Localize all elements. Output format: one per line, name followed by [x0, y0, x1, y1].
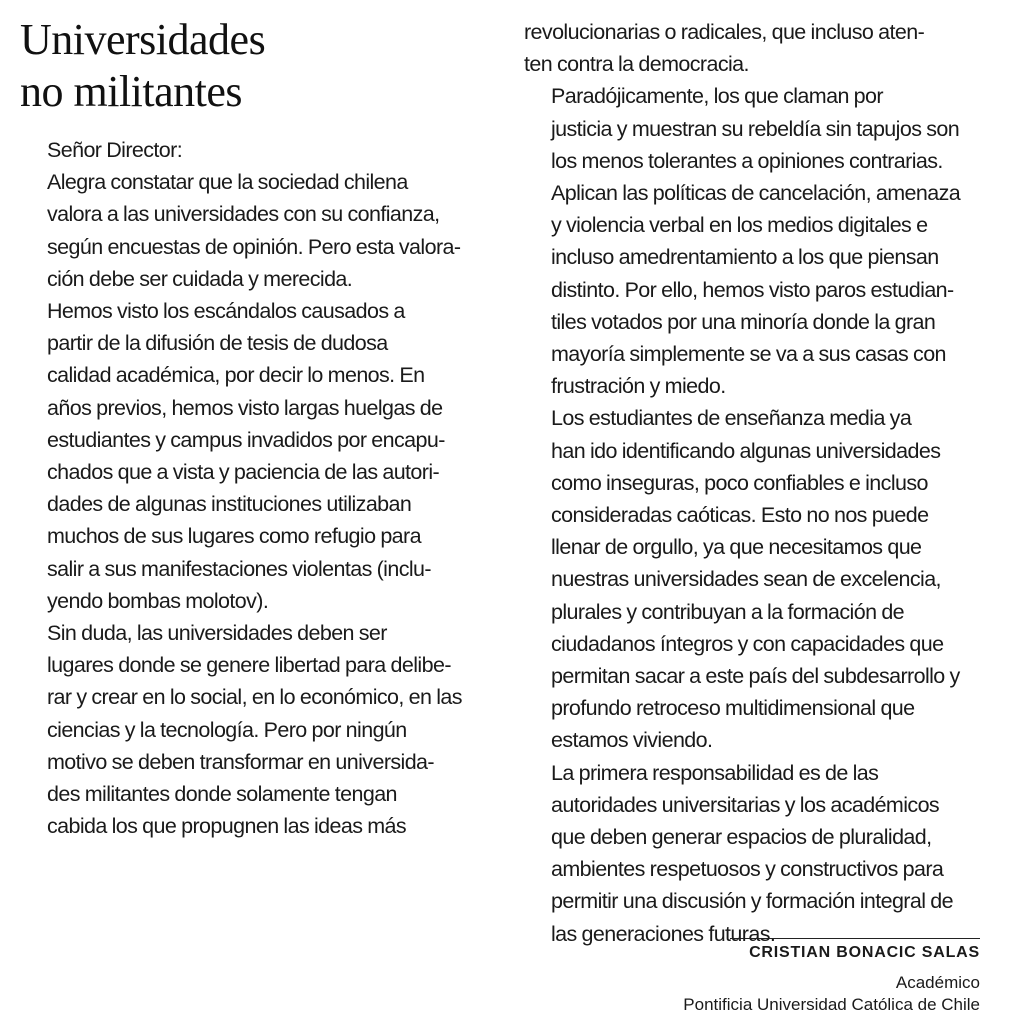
text-line: motivo se deben transformar en universida- — [47, 749, 434, 774]
text-line: autoridades universitarias y los académicos — [551, 792, 940, 817]
text-line: que deben generar espacios de pluralidad, — [551, 825, 932, 850]
text-line: nuestras universidades sean de excelencia, — [551, 567, 941, 592]
text-line: Alegra constatar que la sociedad chilena — [47, 170, 408, 195]
headline — [20, 14, 478, 118]
headline-line: Universidades — [20, 15, 266, 64]
text-line: consideradas caóticas. Esto no nos puede — [551, 503, 929, 528]
paragraph — [524, 80, 980, 402]
text-line: años previos, hemos visto largas huelgas de — [47, 395, 443, 420]
salutation: Señor Director: — [47, 138, 183, 162]
text-line: Los estudiantes de enseñanza media ya — [551, 406, 912, 431]
text-line: las generaciones futuras. — [551, 921, 776, 946]
text-line: ciudadanos íntegros y con capacidades que — [551, 631, 944, 656]
text-line: chados que a vista y paciencia de las autori- — [47, 460, 440, 485]
signature-name: CRISTIAN BONACIC SALAS — [730, 938, 980, 963]
left-column — [20, 0, 478, 842]
text-line: justicia y muestran su rebeldía sin tapujos son — [551, 116, 960, 141]
text-line: yendo bombas molotov). — [47, 588, 269, 613]
text-line: La primera responsabilidad es de las — [551, 760, 879, 785]
text-line: los menos tolerantes a opiniones contrarias. — [551, 148, 943, 173]
text-line: tiles votados por una minoría donde la gran — [551, 309, 936, 334]
text-line: muchos de sus lugares como refugio para — [47, 524, 421, 549]
text-line: Aplican las políticas de cancelación, amenaza — [551, 181, 961, 206]
text-line: Sin duda, las universidades deben ser — [47, 621, 387, 646]
text-line: calidad académica, por decir lo menos. En — [47, 363, 425, 388]
text-line: Hemos visto los escándalos causados a — [47, 299, 405, 324]
left-body — [20, 166, 478, 842]
text-line: partir de la difusión de tesis de dudosa — [47, 331, 388, 356]
text-line: revolucionarias o radicales, que incluso aten- — [524, 20, 925, 44]
text-line: incluso amedrentamiento a los que piensan — [551, 245, 939, 270]
text-line: des militantes donde solamente tengan — [47, 782, 397, 807]
text-line: lugares donde se genere libertad para delibe- — [47, 653, 451, 678]
paragraph — [20, 295, 478, 617]
paragraph — [524, 402, 980, 756]
signature-institution: Pontificia Universidad Católica de Chile — [683, 995, 980, 1014]
text-line: como inseguras, poco confiables e incluso — [551, 470, 928, 495]
signature-title: Académico — [895, 973, 980, 992]
text-line: permitan sacar a este país del subdesarrollo y — [551, 664, 960, 689]
text-line: y violencia verbal en los medios digitales e — [551, 213, 928, 238]
text-line: profundo retroceso multidimensional que — [551, 696, 915, 721]
paragraph — [524, 16, 980, 80]
paragraph — [20, 166, 478, 295]
text-line: distinto. Por ello, hemos visto paros estudian- — [551, 277, 954, 302]
text-line: salir a sus manifestaciones violentas (inclu- — [47, 556, 431, 581]
text-line: frustración y miedo. — [551, 374, 726, 399]
text-line: plurales y contribuyan a la formación de — [551, 599, 905, 624]
headline-line: no militantes — [20, 67, 243, 116]
continuation-text — [524, 16, 980, 80]
text-line: ambientes respetuosos y constructivos para — [551, 857, 944, 882]
text-line: según encuestas de opinión. Pero esta valora- — [47, 234, 461, 259]
text-line: estudiantes y campus invadidos por encapu- — [47, 427, 445, 452]
text-line: estamos viviendo. — [551, 728, 713, 753]
text-line: ciencias y la tecnología. Pero por ningún — [47, 717, 407, 742]
text-line: rar y crear en lo social, en lo económico, en las — [47, 685, 462, 710]
text-line: permitir una discusión y formación integral de — [551, 889, 953, 914]
text-line: ción debe ser cuidada y merecida. — [47, 266, 353, 291]
right-column — [524, 16, 980, 950]
text-line: han ido identificando algunas universidades — [551, 438, 941, 463]
text-line: Paradójicamente, los que claman por — [551, 84, 883, 109]
paragraph — [20, 617, 478, 842]
text-line: llenar de orgullo, ya que necesitamos que — [551, 535, 922, 560]
text-line: valora a las universidades con su confianza, — [47, 202, 440, 227]
text-line: ten contra la democracia. — [524, 52, 749, 77]
right-body — [524, 80, 980, 949]
text-line: cabida los que propugnen las ideas más — [47, 814, 407, 839]
paragraph — [524, 757, 980, 950]
text-line: dades de algunas instituciones utilizaban — [47, 492, 412, 517]
text-line: mayoría simplemente se va a sus casas con — [551, 342, 946, 367]
